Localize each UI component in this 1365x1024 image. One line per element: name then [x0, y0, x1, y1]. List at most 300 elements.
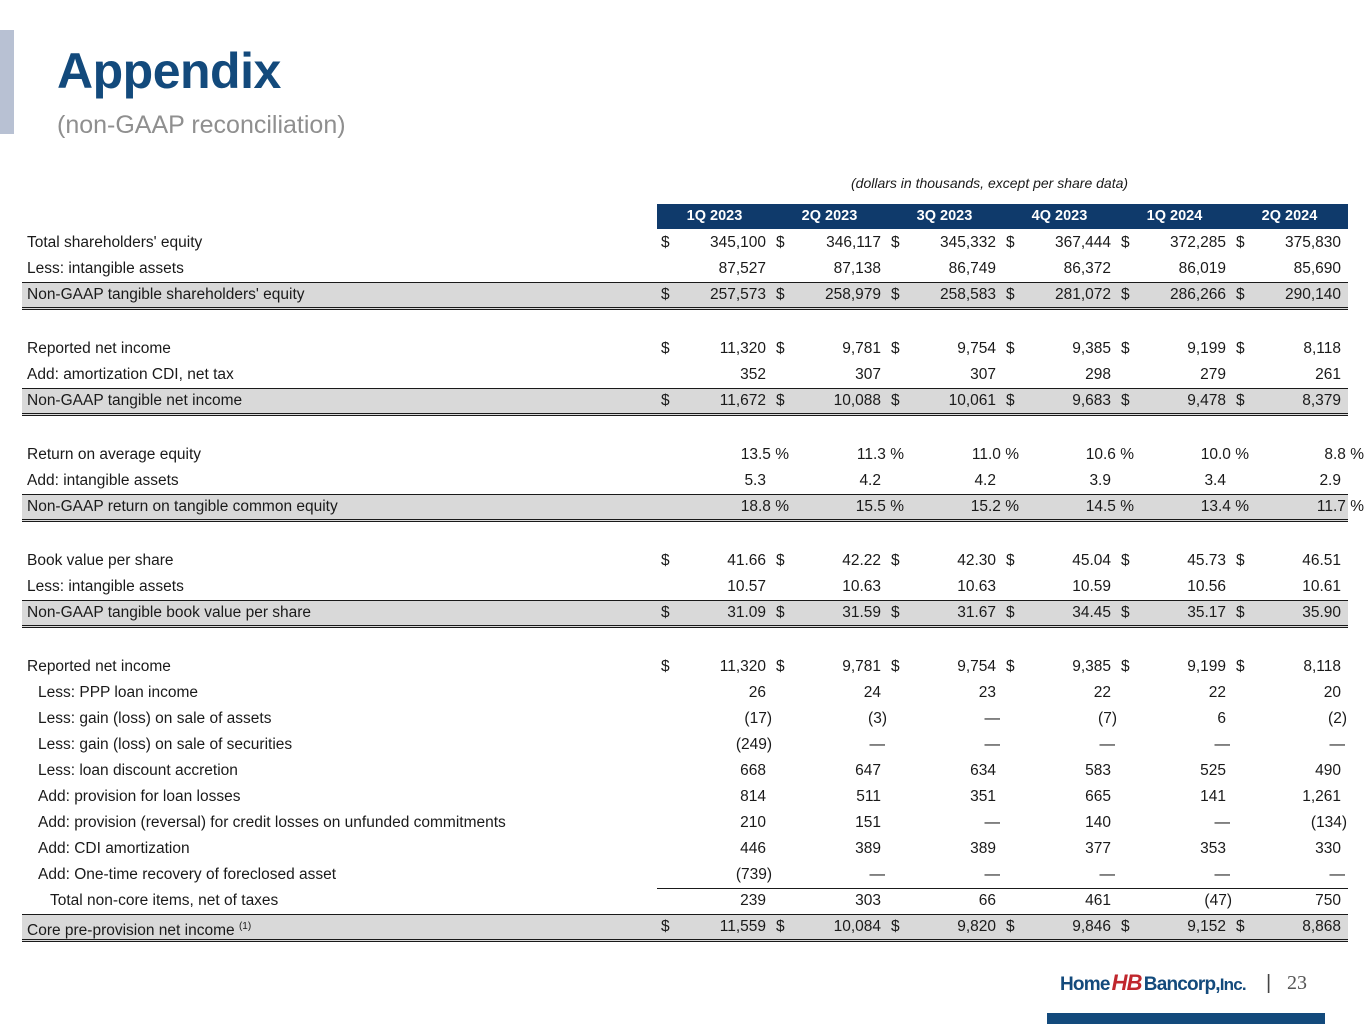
cell-value: 11,320: [719, 340, 766, 357]
row-label-text: Add: CDI amortization: [38, 840, 190, 857]
cell-value: 9,199: [1187, 340, 1226, 357]
cell-value: 11,320: [719, 658, 766, 675]
logo-bancorp-text: Bancorp,: [1143, 974, 1220, 995]
row-label-text: Less: intangible assets: [27, 578, 184, 595]
table-cell: [772, 915, 887, 941]
table-cell: [1117, 468, 1232, 494]
currency-symbol: $: [1236, 604, 1245, 621]
table-row: [22, 836, 1348, 862]
table-cell: [772, 548, 887, 574]
cell-value: 42.30: [957, 552, 996, 569]
percent-sign: %: [1350, 446, 1364, 463]
currency-symbol: $: [1236, 392, 1245, 409]
cell-value: (2): [1328, 710, 1347, 727]
table-cell: [1232, 389, 1347, 415]
table-cell: [887, 680, 1002, 706]
table-cell: [887, 732, 1002, 758]
cell-value: 86,372: [1063, 260, 1111, 277]
table-cell: [1002, 574, 1117, 600]
table-cell: [1232, 495, 1364, 521]
table-cell: [1117, 601, 1232, 627]
cell-value: 303: [855, 892, 881, 909]
cell-value: 4.2: [974, 472, 996, 489]
cell-value: 46.51: [1302, 552, 1341, 569]
logo-inc-text: Inc.: [1219, 975, 1246, 994]
cell-value: 258,583: [939, 286, 996, 303]
row-label: [27, 548, 173, 574]
row-label: [27, 495, 338, 519]
table-cell: [657, 810, 772, 836]
table-cell: [1002, 810, 1117, 836]
table-cell: [772, 389, 887, 415]
row-label: [27, 574, 184, 600]
table-cell: [1232, 256, 1347, 282]
row-label: [27, 915, 251, 943]
cell-value: 345,100: [709, 234, 766, 251]
cell-value: —: [1099, 866, 1115, 883]
column-header: 2Q 2024: [1261, 208, 1318, 224]
table-cell: [657, 468, 772, 494]
row-label: [27, 442, 201, 468]
table-row: [22, 256, 1348, 282]
row-label-text: Less: loan discount accretion: [38, 762, 238, 779]
table-cell: [1232, 468, 1347, 494]
cell-number: 13.4: [1200, 498, 1231, 515]
currency-symbol: $: [1121, 918, 1130, 935]
table-cell: [657, 654, 772, 680]
currency-symbol: $: [776, 918, 785, 935]
table-cell: [1002, 862, 1117, 888]
table-body: [22, 230, 1364, 942]
table-cell: [1232, 915, 1347, 941]
table-row: [22, 468, 1348, 494]
table-cell: [1117, 389, 1232, 415]
table-cell: [887, 836, 1002, 862]
cell-value: 511: [856, 788, 881, 805]
cell-value: (7): [1098, 710, 1117, 727]
cell-value: 286,266: [1169, 286, 1226, 303]
cell-value: —: [1214, 866, 1230, 883]
table-cell: [1117, 336, 1232, 362]
table-cell: [1117, 256, 1232, 282]
cell-value: 372,285: [1169, 234, 1226, 251]
row-spacer: [22, 310, 1348, 336]
table-row: [22, 810, 1348, 836]
footnote-marker: (1): [238, 921, 252, 932]
currency-symbol: $: [891, 286, 900, 303]
cell-value: 239: [740, 892, 766, 909]
row-label-text: Less: gain (loss) on sale of securities: [38, 736, 293, 753]
currency-symbol: $: [776, 234, 785, 251]
cell-value: 9,846: [1072, 918, 1111, 935]
table-cell: [1117, 548, 1232, 574]
table-cell: [1117, 836, 1232, 862]
currency-symbol: $: [891, 552, 900, 569]
table-cell: [1232, 862, 1347, 888]
percent-sign: %: [1005, 446, 1019, 463]
table-cell: [1117, 680, 1232, 706]
table-cell: [657, 888, 772, 914]
table-cell: [657, 784, 772, 810]
table-cell: [887, 230, 1002, 256]
currency-symbol: $: [1121, 286, 1130, 303]
cell-value: 86,749: [948, 260, 996, 277]
table-cell: [1117, 654, 1232, 680]
table-cell: [1232, 654, 1347, 680]
row-label-text: Reported net income: [27, 340, 171, 357]
cell-value: 375,830: [1284, 234, 1341, 251]
cell-value: (3): [868, 710, 887, 727]
currency-symbol: $: [661, 286, 670, 303]
cell-value: 258,979: [824, 286, 881, 303]
cell-value: 41.66: [727, 552, 766, 569]
row-label: [27, 468, 179, 494]
cell-value: (739): [735, 866, 772, 883]
page-number: 23: [1287, 972, 1307, 994]
cell-number: 10.6: [1085, 446, 1116, 463]
table-cell: [772, 758, 887, 784]
cell-value: 10,088: [833, 392, 881, 409]
row-label: [27, 256, 184, 282]
cell-value: —: [984, 866, 1000, 883]
currency-symbol: $: [891, 604, 900, 621]
cell-value: —: [1329, 866, 1345, 883]
cell-number: 15.5: [855, 498, 886, 515]
table-cell: [657, 732, 772, 758]
row-label-text: Reported net income: [27, 658, 171, 675]
currency-symbol: $: [891, 340, 900, 357]
row-label-text: Non-GAAP tangible shareholders' equity: [27, 286, 305, 303]
currency-symbol: $: [891, 234, 900, 251]
cell-value: 9,478: [1187, 392, 1226, 409]
row-label-text: Non-GAAP tangible net income: [27, 392, 243, 409]
cell-value: 9,385: [1072, 340, 1111, 357]
cell-value: 9,152: [1187, 918, 1226, 935]
cell-value: 20: [1323, 684, 1341, 701]
cell-value: 31.09: [727, 604, 766, 621]
table-cell: [657, 758, 772, 784]
cell-value: 23: [978, 684, 996, 701]
table-cell: [887, 283, 1002, 309]
table-cell: [1232, 680, 1347, 706]
table-cell: [887, 601, 1002, 627]
table-cell: [1002, 389, 1117, 415]
cell-value: 42.22: [842, 552, 881, 569]
cell-value: 11,559: [719, 918, 766, 935]
row-label: [50, 888, 278, 914]
table-cell: [772, 680, 887, 706]
cell-value: 490: [1315, 762, 1341, 779]
cell-value: 210: [740, 814, 766, 831]
cell-value: 647: [855, 762, 881, 779]
table-row: [22, 706, 1348, 732]
table-cell: [772, 601, 887, 627]
table-cell: [1002, 784, 1117, 810]
cell-value: 9,199: [1187, 658, 1226, 675]
cell-value: 634: [970, 762, 996, 779]
table-cell: [1002, 283, 1117, 309]
column-header: 2Q 2023: [801, 208, 858, 224]
table-cell: [887, 256, 1002, 282]
table-cell: [1002, 362, 1117, 388]
row-label: [27, 362, 234, 388]
column-header: 1Q 2023: [686, 208, 743, 224]
row-label: [38, 836, 190, 862]
cell-value: 307: [970, 366, 996, 383]
cell-value: —: [1214, 814, 1230, 831]
currency-symbol: $: [1121, 392, 1130, 409]
row-label: [27, 283, 305, 307]
accent-bar: [0, 30, 14, 134]
subtotal-row: [22, 388, 1348, 416]
currency-symbol: $: [1006, 918, 1015, 935]
currency-symbol: $: [891, 918, 900, 935]
cell-value: 446: [740, 840, 766, 857]
table-cell: [772, 784, 887, 810]
table-cell: [657, 836, 772, 862]
cell-value: 31.67: [957, 604, 996, 621]
cell-value: 307: [855, 366, 881, 383]
currency-symbol: $: [1006, 552, 1015, 569]
table-cell: [1232, 548, 1347, 574]
column-header: 4Q 2023: [1031, 208, 1088, 224]
column-header: 1Q 2024: [1146, 208, 1203, 224]
row-label-text: Total shareholders' equity: [27, 234, 203, 251]
cell-value: 351: [970, 788, 996, 805]
table-cell: [1117, 784, 1232, 810]
cell-value: 9,781: [842, 340, 881, 357]
table-cell: [772, 495, 904, 521]
table-cell: [887, 362, 1002, 388]
table-cell: [772, 862, 887, 888]
table-cell: [657, 256, 772, 282]
cell-value: 8,379: [1302, 392, 1341, 409]
percent-sign: %: [1235, 498, 1249, 515]
cell-value: 26: [748, 684, 766, 701]
table-cell: [772, 810, 887, 836]
cell-value: 3.4: [1204, 472, 1226, 489]
cell-value: [1324, 442, 1364, 468]
table-cell: [772, 654, 887, 680]
cell-value: 35.90: [1302, 604, 1341, 621]
table-cell: [772, 256, 887, 282]
cell-value: 85,690: [1293, 260, 1341, 277]
cell-value: —: [1099, 736, 1115, 753]
currency-symbol: $: [776, 340, 785, 357]
cell-value: 35.17: [1187, 604, 1226, 621]
cell-value: 10.63: [842, 578, 881, 595]
table-cell: [1232, 442, 1364, 468]
table-cell: [657, 230, 772, 256]
row-label: [38, 732, 292, 758]
cell-value: 4.2: [859, 472, 881, 489]
table-cell: [1002, 256, 1117, 282]
table-cell: [1002, 732, 1117, 758]
table-cell: [657, 680, 772, 706]
cell-value: 3.9: [1089, 472, 1111, 489]
table-cell: [1117, 283, 1232, 309]
row-spacer: [22, 416, 1348, 442]
cell-value: 290,140: [1284, 286, 1341, 303]
currency-symbol: $: [776, 552, 785, 569]
cell-value: (47): [1204, 892, 1232, 909]
row-label: [38, 862, 336, 888]
cell-value: 352: [740, 366, 766, 383]
row-label: [27, 601, 311, 625]
currency-symbol: $: [661, 340, 670, 357]
subtotal-row: [22, 914, 1348, 942]
cell-value: (134): [1310, 814, 1347, 831]
table-cell: [1232, 230, 1347, 256]
table-cell: [657, 442, 789, 468]
table-cell: [657, 574, 772, 600]
company-logo: [1060, 970, 1246, 996]
cell-value: 750: [1315, 892, 1341, 909]
percent-sign: %: [1235, 446, 1249, 463]
percent-sign: %: [1120, 498, 1134, 515]
cell-value: 377: [1085, 840, 1111, 857]
table-row: [22, 758, 1348, 784]
table-cell: [887, 810, 1002, 836]
table-cell: [772, 836, 887, 862]
table-cell: [887, 336, 1002, 362]
table-cell: [772, 283, 887, 309]
table-cell: [772, 888, 887, 914]
currency-symbol: $: [661, 234, 670, 251]
cell-number: 18.8: [740, 498, 771, 515]
table-row: [22, 732, 1348, 758]
row-label-text: Add: provision (reversal) for credit losses on unfunded commitments: [38, 814, 506, 831]
cell-value: 257,573: [709, 286, 766, 303]
table-cell: [772, 230, 887, 256]
cell-value: 45.04: [1072, 552, 1111, 569]
cell-value: 525: [1200, 762, 1226, 779]
cell-value: 389: [855, 840, 881, 857]
cell-value: 261: [1315, 366, 1341, 383]
table-cell: [1117, 442, 1249, 468]
row-label: [38, 784, 240, 810]
table-cell: [887, 915, 1002, 941]
percent-sign: %: [1350, 498, 1364, 515]
cell-value: 9,683: [1072, 392, 1111, 409]
table-cell: [1232, 706, 1347, 732]
row-label-text: Less: PPP loan income: [38, 684, 198, 701]
cell-value: 10.59: [1072, 578, 1111, 595]
currency-symbol: $: [661, 392, 670, 409]
row-label: [38, 706, 271, 732]
cell-value: 11,672: [719, 392, 766, 409]
percent-sign: %: [1005, 498, 1019, 515]
table-cell: [657, 548, 772, 574]
currency-symbol: $: [1121, 552, 1130, 569]
table-cell: [657, 706, 772, 732]
cell-number: 11.3: [856, 446, 886, 463]
table-cell: [887, 468, 1002, 494]
cell-value: 2.9: [1319, 472, 1341, 489]
cell-value: 10.56: [1187, 578, 1226, 595]
table-cell: [772, 732, 887, 758]
table-cell: [1117, 862, 1232, 888]
cell-value: 9,754: [957, 340, 996, 357]
table-row: [22, 548, 1348, 574]
table-cell: [1117, 230, 1232, 256]
table-cell: [657, 362, 772, 388]
cell-value: 5.3: [744, 472, 766, 489]
table-cell: [887, 758, 1002, 784]
cell-value: 345,332: [939, 234, 996, 251]
cell-value: —: [984, 710, 1000, 727]
cell-value: —: [984, 736, 1000, 753]
cell-number: 11.0: [971, 446, 1001, 463]
cell-value: 814: [740, 788, 766, 805]
table-cell: [1002, 915, 1117, 941]
table-cell: [1232, 283, 1347, 309]
cell-value: 583: [1085, 762, 1111, 779]
cell-value: 45.73: [1187, 552, 1226, 569]
cell-value: —: [984, 814, 1000, 831]
table-cell: [1002, 706, 1117, 732]
cell-value: 346,117: [826, 234, 881, 251]
row-label-text: Book value per share: [27, 552, 174, 569]
cell-value: 330: [1315, 840, 1341, 857]
table-cell: [1117, 915, 1232, 941]
table-cell: [1232, 336, 1347, 362]
row-label: [27, 654, 171, 680]
row-label-text: Non-GAAP return on tangible common equity: [27, 498, 338, 515]
table-cell: [657, 601, 772, 627]
table-cell: [1232, 888, 1347, 914]
table-cell: [657, 862, 772, 888]
currency-symbol: $: [1006, 340, 1015, 357]
row-label-text: Add: intangible assets: [27, 472, 179, 489]
table-cell: [657, 336, 772, 362]
table-row: [22, 230, 1348, 256]
table-cell: [1002, 548, 1117, 574]
cell-value: 353: [1200, 840, 1226, 857]
table-cell: [772, 362, 887, 388]
table-cell: [887, 495, 1019, 521]
table-cell: [1117, 732, 1232, 758]
percent-sign: %: [890, 498, 904, 515]
currency-symbol: $: [1236, 286, 1245, 303]
table-cell: [1002, 601, 1117, 627]
cell-value: 34.45: [1072, 604, 1111, 621]
table-cell: [1117, 810, 1232, 836]
cell-value: 367,444: [1054, 234, 1111, 251]
cell-value: 6: [1217, 710, 1226, 727]
table-cell: [1002, 836, 1117, 862]
cell-value: —: [1214, 736, 1230, 753]
percent-sign: %: [1120, 446, 1134, 463]
cell-value: 87,138: [833, 260, 881, 277]
logo-home-text: Home: [1060, 974, 1110, 995]
cell-value: 10.57: [727, 578, 766, 595]
cell-value: (17): [744, 710, 772, 727]
table-cell: [1002, 758, 1117, 784]
currency-symbol: $: [776, 604, 785, 621]
table-cell: [657, 495, 789, 521]
table-cell: [1232, 732, 1347, 758]
cell-value: 87,527: [718, 260, 766, 277]
cell-value: 8,118: [1303, 340, 1341, 357]
row-label-text: Core pre-provision net income: [27, 922, 235, 939]
currency-symbol: $: [776, 286, 785, 303]
row-label-text: Return on average equity: [27, 446, 202, 463]
table-cell: [1232, 758, 1347, 784]
currency-symbol: $: [1121, 658, 1130, 675]
logo-hb-mark: HB: [1111, 970, 1142, 995]
table-cell: [887, 706, 1002, 732]
